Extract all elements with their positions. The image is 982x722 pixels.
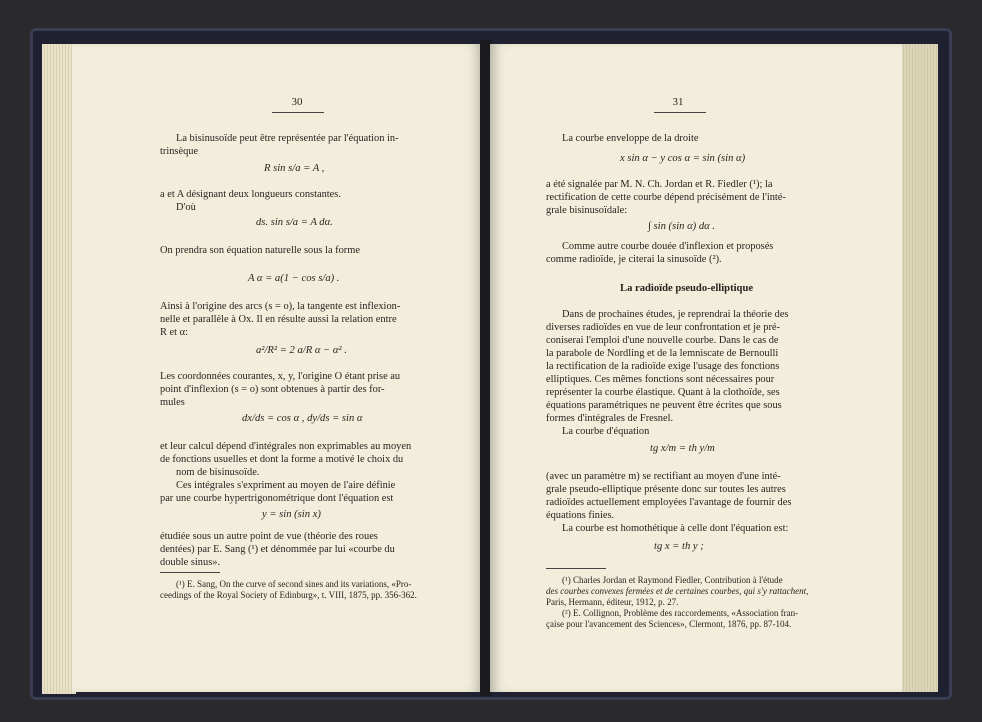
text-line: radioïdes actuellement employées l'avantage de fournir des [546, 497, 792, 508]
text-line: nom de bisinusoïde. [176, 467, 260, 478]
footnote-rule [160, 572, 220, 573]
text-line: Comme autre courbe douée d'inflexion et proposés [562, 241, 774, 252]
text-line: mules [160, 397, 185, 408]
text-line: point d'inflexion (s = o) sont obtenues à partir des for- [160, 384, 385, 395]
text-line: représenter la courbe élastique. Quant à la clothoïde, ses [546, 387, 780, 398]
equation: ds. sin s/a = A dα. [256, 217, 333, 228]
footnote-line: ceedings of the Royal Society of Edinburg», t. VIII, 1875, pp. 356-362. [160, 590, 417, 600]
text-line: diverses radioïdes en vue de leur confrontation et je pré- [546, 322, 780, 333]
equation: tg x/m = th y/m [650, 443, 715, 454]
text-line: a été signalée par M. N. Ch. Jordan et R. Fiedler (¹); la [546, 179, 773, 190]
section-heading: La radioïde pseudo-elliptique [620, 283, 754, 294]
text-line: R et α: [160, 327, 188, 338]
text-line: D'où [176, 202, 196, 213]
text-line: La courbe d'équation [562, 426, 650, 437]
equation: x sin α − y cos α = sin (sin α) [620, 153, 746, 164]
text-line: et leur calcul dépend d'intégrales non exprimables au moyen [160, 441, 412, 452]
text-line: grale pseudo-elliptique présente donc sur toutes les autres [546, 484, 786, 495]
text-line: On prendra son équation naturelle sous la forme [160, 245, 360, 256]
text-line: La courbe est homothétique à celle dont l'équation est: [562, 523, 789, 534]
text-line: de fonctions usuelles et dont la forme a motivé le choix du [160, 454, 404, 465]
equation: a²/R² = 2 a/R α − α² . [256, 345, 347, 356]
text-line: Dans de prochaines études, je reprendrai la théorie des [562, 309, 789, 320]
text-line: Les coordonnées courantes, x, y, l'origine O étant prise au [160, 371, 401, 382]
text-line: nelle et parallèle à Ox. Il en résulte aussi la relation entre [160, 314, 397, 325]
text-line: Ces intégrales s'expriment au moyen de l'aire définie [176, 480, 396, 491]
page-number: 31 [672, 96, 684, 108]
text-line: grale bisinusoïdale: [546, 205, 628, 216]
footnote-line: Paris, Hermann, éditeur, 1912, p. 27. [546, 597, 679, 607]
right-page [490, 44, 902, 692]
text-line: formes d'intégrales de Fresnel. [546, 413, 674, 424]
text-line: par une courbe hypertrigonométrique dont l'équation est [160, 493, 394, 504]
text-line: La courbe enveloppe de la droite [562, 133, 699, 144]
page-number: 30 [291, 96, 303, 108]
text-line: équations paramétriques ne peuvent être écrites que sous [546, 400, 782, 411]
text-line: (avec un paramètre m) se rectifiant au moyen d'une inté- [546, 471, 781, 482]
page-edges-left [42, 44, 76, 694]
footnote-line: des courbes convexes fermées et de certaines courbes, qui s'y rattachent, [546, 586, 809, 596]
text-line: dentées) par E. Sang (¹) et dénommée par lui «courbe du [160, 544, 395, 555]
text-line: équations finies. [546, 510, 615, 521]
footnote-line: (²) E. Collignon, Problème des raccordements, «Association fran- [562, 608, 799, 618]
equation: tg x = th y ; [654, 541, 704, 552]
text-line: étudiée sous un autre point de vue (théorie des roues [160, 531, 378, 542]
text-line: la rectification de la radioïde exige l'usage des fonctions [546, 361, 780, 372]
text-line: La bisinusoïde peut être représentée par l'équation in- [176, 133, 399, 144]
footnote-line: (¹) Charles Jordan et Raymond Fiedler, Contribution à l'étude [562, 575, 783, 585]
text-line: la parabole de Nordling et de la lemniscate de Bernoulli [546, 348, 779, 359]
text-line: Ainsi à l'origine des arcs (s = o), la tangente est inflexion- [160, 301, 401, 312]
footnote-line: çaise pour l'avancement des Sciences», Clermont, 1876, pp. 87-104. [546, 619, 792, 629]
equation: A α = a(1 − cos s/a) . [248, 273, 340, 284]
page-edges-right [898, 44, 938, 692]
text-line: trinsèque [160, 146, 199, 157]
text-line: comme radioïde, je citerai la sinusoïde (²). [546, 254, 722, 265]
text-line: a et A désignant deux longueurs constantes. [160, 189, 341, 200]
left-page [72, 44, 482, 692]
text-line: elliptiques. Ces mêmes fonctions sont nécessaires pour [546, 374, 775, 385]
equation: ∫ sin (sin α) dα . [648, 221, 715, 232]
equation: R sin s/a = A , [264, 163, 325, 174]
page-number-rule [272, 112, 324, 113]
footnote-rule [546, 568, 606, 569]
equation: dx/ds = cos α , dy/ds = sin α [242, 413, 363, 424]
text-line: coniserai l'emploi d'une nouvelle courbe. Dans le cas de [546, 335, 779, 346]
footnote-line: (¹) E. Sang, On the curve of second sines and its variations, «Pro- [176, 579, 412, 589]
equation: y = sin (sin x) [262, 509, 321, 520]
text-line: rectification de cette courbe dépend précisément de l'inté- [546, 192, 786, 203]
text-line: double sinus». [160, 557, 221, 568]
page-number-rule [654, 112, 706, 113]
